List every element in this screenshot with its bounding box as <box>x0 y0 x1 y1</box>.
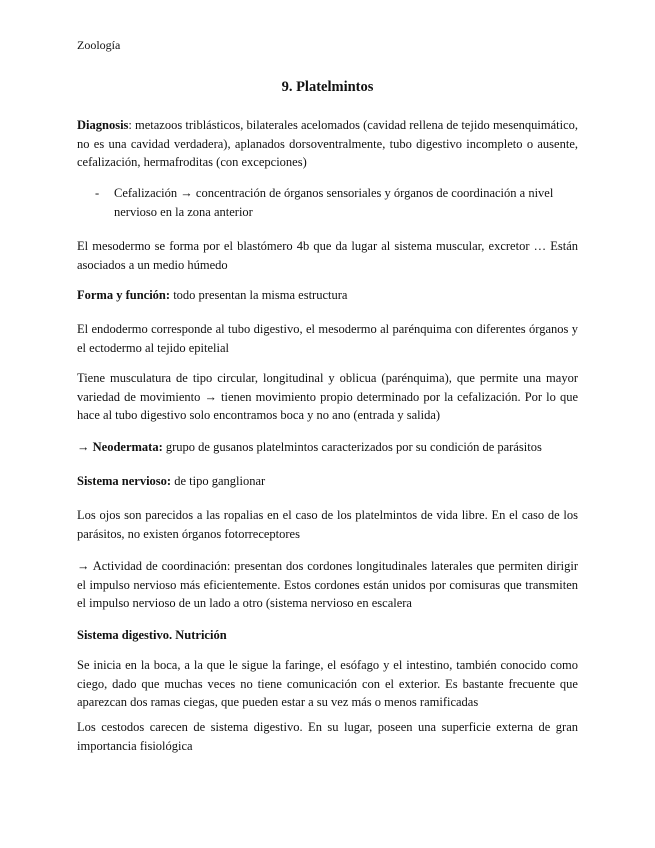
neodermata-paragraph <box>77 438 578 457</box>
forma-text: todo presentan la misma estructura <box>170 288 348 302</box>
endodermo-paragraph: El endodermo corresponde al tubo digestivo, el mesodermo al parénquima con diferentes órganos y el ectodermo al tejido epitelial <box>77 322 578 355</box>
mesodermo-paragraph: El mesodermo se forma por el blastómero 4b que da lugar al sistema muscular, excretor … Están asociados a un medio húmedo <box>77 239 578 272</box>
sistema-nervioso-text: de tipo ganglionar <box>171 474 266 488</box>
forma-label: Forma y función: <box>77 288 171 302</box>
diagnosis-label: Diagnosis <box>77 118 129 132</box>
page-title: 9. Platelmintos <box>281 79 374 95</box>
ojos-paragraph: Los ojos son parecidos a las ropalias en el caso de los platelmintos de vida libre. En el caso de los parásitos, no existen órganos fotorreceptores <box>77 508 578 541</box>
boca-paragraph: Se inicia en la boca, a la que le sigue la faringe, el esófago y el intestino, también conocido como ciego, dado que muchas veces no tiene comunicación con el exterior. Es bastante frecuente que aparezcan dos ramas ciegas, que pueden estar a su vez más o menos ramificadas <box>77 658 578 709</box>
neodermata-arrow: → <box>77 440 93 454</box>
neodermata-label: Neodermata: <box>92 440 163 454</box>
page-header: Zoología <box>77 38 121 52</box>
neodermata-text: grupo de gusanos platelmintos caracterizados por su condición de parásitos <box>162 440 542 454</box>
forma-paragraph <box>77 286 578 305</box>
diagnosis-text: : metazoos triblásticos, bilaterales acelomados (cavidad rellena de tejido mesenquimático, no es una cavidad verdadera), aplanados dorsoventralmente, tubo digestivo incompleto o ausente, cefalización, hermafroditas (con excepciones) <box>77 118 578 169</box>
musculatura-paragraph: Tiene musculatura de tipo circular, longitudinal y oblicua (parénquima), que permite una mayor variedad de movimiento → tienen movimiento propio determinado por la cefalización. Por lo que hace al tubo digestivo solo encontramos boca y no ano (entrada y salida) <box>77 371 578 422</box>
sistema-digestivo-label: Sistema digestivo. Nutrición <box>77 628 227 642</box>
sistema-nervioso-label: Sistema nervioso: <box>77 474 172 488</box>
sistema-digestivo-heading <box>77 626 578 645</box>
bullet-text: Cefalización → concentración de órganos sensoriales y órganos de coordinación a nivel nervioso en la zona anterior <box>114 186 554 219</box>
bullet-dash: - <box>95 186 100 200</box>
bullet-item <box>95 184 578 221</box>
diagnosis-paragraph <box>77 116 578 172</box>
actividad-paragraph: → Actividad de coordinación: presentan dos cordones longitudinales laterales que permiten dirigir el impulso nervioso más eficientemente. Estos cordones están unidos por comisuras que transmiten el impulso nervioso de un lado a otro (sistema nervioso en escalera <box>77 559 578 610</box>
cestodos-paragraph: Los cestodos carecen de sistema digestivo. En su lugar, poseen una superficie externa de gran importancia fisiológica <box>77 720 578 753</box>
sistema-nervioso-paragraph <box>77 472 578 491</box>
